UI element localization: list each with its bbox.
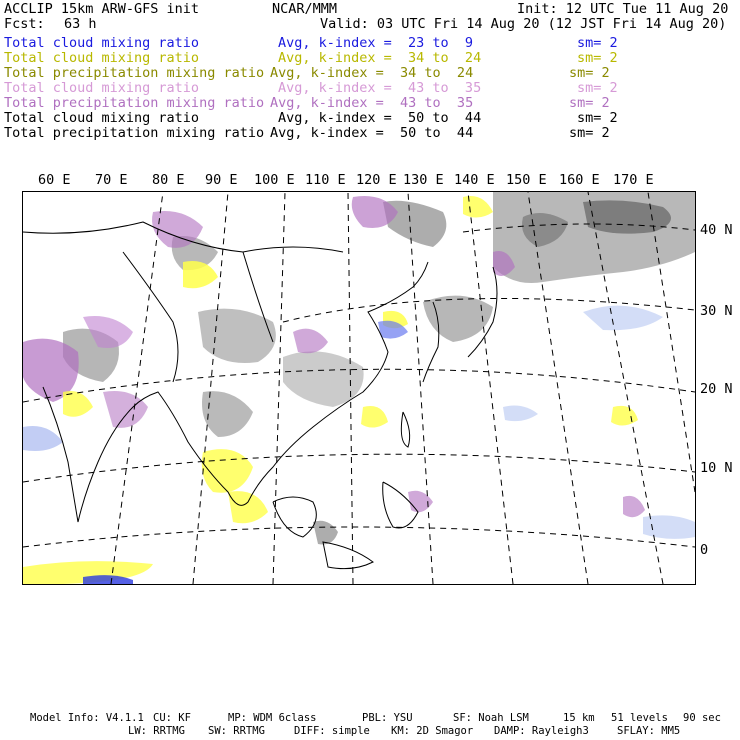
legend-field: Total precipitation mixing ratio bbox=[4, 65, 265, 81]
lon-label: 70 E bbox=[95, 172, 128, 188]
lat-label: 20 N bbox=[700, 381, 733, 397]
cloud-field-gray bbox=[63, 192, 695, 545]
init-time: Init: 12 UTC Tue 11 Aug 20 bbox=[517, 1, 729, 17]
model-info-cu: CU: KF bbox=[153, 712, 191, 724]
lon-label: 140 E bbox=[454, 172, 495, 188]
org-label: NCAR/MMM bbox=[272, 1, 338, 17]
legend-row-3 bbox=[0, 65, 740, 80]
legend-avg: Avg, k-index = 34 to 24 bbox=[270, 65, 474, 81]
model-info-pbl: PBL: YSU bbox=[362, 712, 413, 724]
legend-avg: Avg, k-index = 50 to 44 bbox=[270, 125, 474, 141]
model-info-lw: LW: RRTMG bbox=[128, 725, 185, 737]
legend-sm: sm= 2 bbox=[569, 95, 610, 111]
legend-row-6 bbox=[0, 110, 740, 125]
model-info-sw: SW: RRTMG bbox=[208, 725, 265, 737]
model-info-mp: MP: WDM 6class bbox=[228, 712, 317, 724]
legend-avg: Avg, k-index = 43 to 35 bbox=[278, 80, 482, 96]
legend-sm: sm= 2 bbox=[577, 35, 618, 51]
lon-label: 150 E bbox=[506, 172, 547, 188]
lon-label: 160 E bbox=[559, 172, 600, 188]
legend-row-2 bbox=[0, 50, 740, 65]
legend-field: Total precipitation mixing ratio bbox=[4, 95, 265, 111]
model-info-sflay: SFLAY: MM5 bbox=[617, 725, 681, 737]
model-info-diff: DIFF: simple bbox=[294, 725, 370, 737]
lon-label: 120 E bbox=[356, 172, 397, 188]
lat-label: 40 N bbox=[700, 222, 733, 238]
lat-label: 30 N bbox=[700, 303, 733, 319]
cloud-field-blue bbox=[23, 306, 695, 584]
legend-avg: Avg, k-index = 50 to 44 bbox=[278, 110, 482, 126]
model-info-damp: DAMP: Rayleigh3 bbox=[494, 725, 589, 737]
model-info-resolution: 15 km bbox=[563, 712, 595, 724]
legend-sm: sm= 2 bbox=[577, 50, 618, 66]
legend-field: Total cloud mixing ratio bbox=[4, 80, 200, 96]
legend-sm: sm= 2 bbox=[569, 65, 610, 81]
lon-label: 170 E bbox=[613, 172, 654, 188]
map-panel bbox=[22, 191, 696, 585]
lat-label: 10 N bbox=[700, 460, 733, 476]
lon-label: 60 E bbox=[38, 172, 71, 188]
legend-sm: sm= 2 bbox=[577, 80, 618, 96]
model-info-levels: 51 levels bbox=[611, 712, 668, 724]
model-info-timestep: 90 sec bbox=[683, 712, 721, 724]
forecast-map bbox=[23, 192, 695, 584]
legend-row-5 bbox=[0, 95, 740, 110]
legend-sm: sm= 2 bbox=[569, 125, 610, 141]
legend-row-1 bbox=[0, 35, 740, 50]
lon-label: 80 E bbox=[152, 172, 185, 188]
model-info-sf: SF: Noah LSM bbox=[453, 712, 529, 724]
legend-field: Total cloud mixing ratio bbox=[4, 50, 200, 66]
legend-sm: sm= 2 bbox=[577, 110, 618, 126]
legend-avg: Avg, k-index = 23 to 9 bbox=[278, 35, 474, 51]
legend-row-4 bbox=[0, 80, 740, 95]
forecast-label: Fcst: bbox=[4, 16, 45, 32]
legend-avg: Avg, k-index = 34 to 24 bbox=[278, 50, 482, 66]
model-info-km: KM: 2D Smagor bbox=[391, 725, 474, 737]
lon-label: 110 E bbox=[305, 172, 346, 188]
lon-label: 100 E bbox=[254, 172, 295, 188]
valid-time: Valid: 03 UTC Fri 14 Aug 20 (12 JST Fri 14 Aug 20) bbox=[320, 16, 727, 32]
model-title: ACCLIP 15km ARW-GFS init bbox=[4, 1, 200, 17]
model-info-version: Model Info: V4.1.1 bbox=[30, 712, 144, 724]
legend-avg: Avg, k-index = 43 to 35 bbox=[270, 95, 474, 111]
lon-label: 90 E bbox=[205, 172, 238, 188]
lat-label: 0 bbox=[700, 542, 709, 558]
lon-label: 130 E bbox=[403, 172, 444, 188]
forecast-hours: 63 h bbox=[64, 16, 97, 32]
legend-field: Total cloud mixing ratio bbox=[4, 110, 200, 126]
legend-field: Total cloud mixing ratio bbox=[4, 35, 200, 51]
legend-row-7 bbox=[0, 125, 740, 140]
legend-field: Total precipitation mixing ratio bbox=[4, 125, 265, 141]
